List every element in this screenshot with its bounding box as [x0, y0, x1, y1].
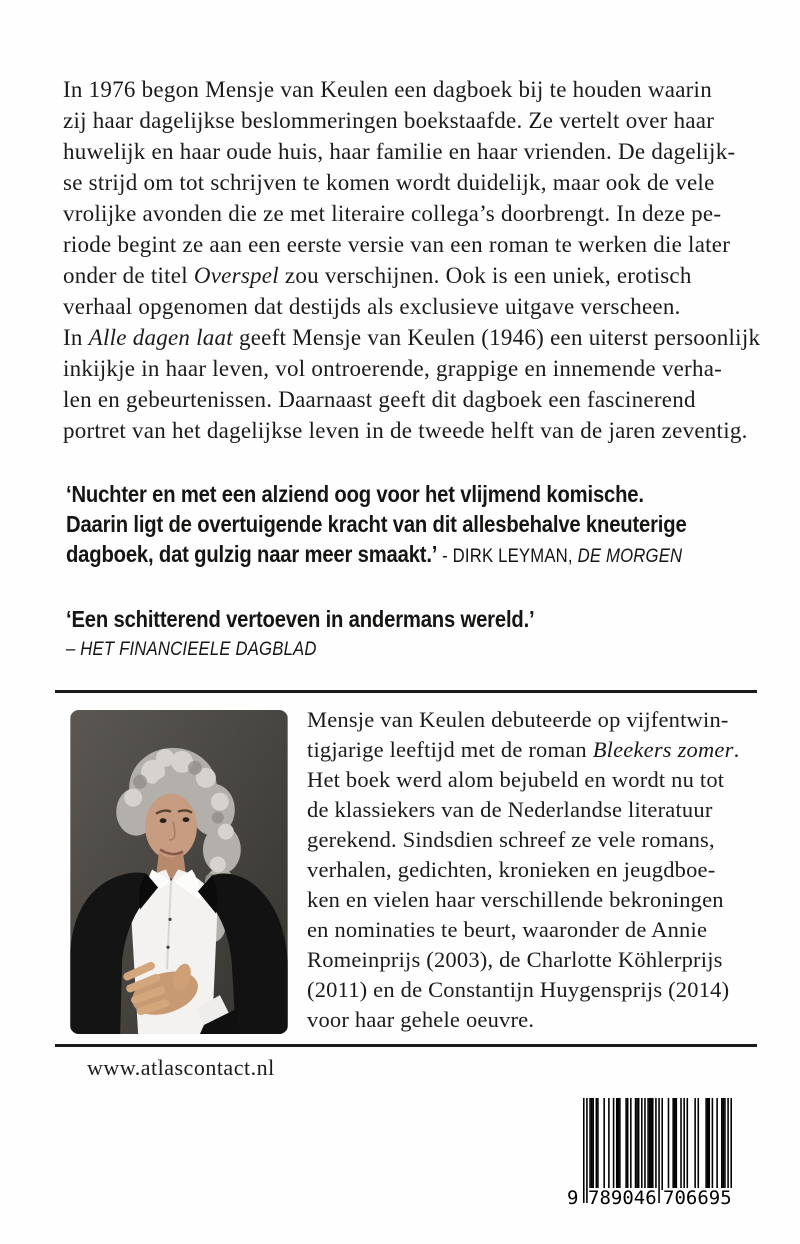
synopsis-line: huwelijk en haar oude huis, haar familie en haar vrienden. De dagelijk-	[63, 139, 736, 164]
book-title-alle-dagen-laat: Alle dagen laat	[88, 325, 233, 350]
publication-name: DE MORGEN	[577, 546, 683, 567]
synopsis-line: verhaal opgenomen dat destijds als exclusieve uitgave verscheen.	[63, 294, 681, 319]
synopsis-line: zij haar dagelijkse beslommeringen boekstaafde. Ze vertelt over haar	[63, 108, 715, 133]
quote-line	[66, 539, 687, 572]
synopsis-line: vrolijke avonden die ze met literaire collega’s doorbrengt. In deze pe-	[63, 201, 722, 226]
isbn-barcode	[567, 1098, 742, 1210]
divider-rule-bottom	[55, 1044, 757, 1047]
bio-line: Het boek werd alom bejubeld en wordt nu tot	[307, 767, 725, 792]
synopsis-text	[63, 74, 763, 446]
bio-line: en nominaties te beurt, waaronder de Annie	[307, 917, 708, 942]
quote-attribution	[437, 546, 682, 567]
synopsis-line: portret van het dagelijkse leven in de tweede helft van de jaren zeventig.	[63, 418, 748, 443]
synopsis-line: inkijkje in haar leven, vol ontroerende, grappige en innemende verha-	[63, 356, 723, 381]
bio-line: ken en vielen haar verschillende bekroningen	[307, 887, 724, 912]
reviewer-name: DIRK LEYMAN,	[452, 546, 578, 567]
synopsis-line	[63, 260, 763, 291]
text-segment: dagboek, dat gulzig naar meer smaakt.’	[66, 541, 438, 567]
bio-line: de klassiekers van de Nederlandse literatuur	[307, 797, 713, 822]
author-photo	[70, 710, 288, 1034]
synopsis-line: se strijd om tot schrijven te komen wordt duidelijk, maar ook de vele	[63, 170, 715, 195]
text-segment: onder de titel	[63, 263, 194, 288]
text-segment: .	[733, 737, 740, 762]
divider-rule-top	[55, 690, 757, 693]
isbn-digit-group2: 706695	[663, 1187, 732, 1209]
text-segment: -	[437, 546, 453, 567]
quote-line: ‘Nuchter en met een alziend oog voor het vlijmend komische.	[66, 481, 644, 507]
publisher-website-url: www.atlascontact.nl	[87, 1055, 275, 1080]
quote-line: Daarin ligt de overtuigende kracht van dit allesbehalve kneuterige	[66, 511, 687, 537]
synopsis-line: len en gebeurtenissen. Daarnaast geeft dit dagboek een fascinerend	[63, 387, 696, 412]
synopsis-line	[63, 322, 763, 353]
bio-line: verhalen, gedichten, kronieken en jeugdboe-	[307, 857, 716, 882]
bio-line: Mensje van Keulen debuteerde op vijfentwin-	[307, 707, 729, 732]
review-quote-de-morgen	[66, 479, 687, 572]
text-segment: In	[63, 325, 89, 350]
text-segment: tigjarige leeftijd met de roman	[307, 737, 593, 762]
bio-line: voor haar gehele oeuvre.	[307, 1007, 535, 1032]
isbn-digit-lead: 9	[567, 1187, 579, 1209]
isbn-digit-group1: 789046	[588, 1187, 657, 1209]
text-segment: geeft Mensje van Keulen (1946) een uiterst persoonlijk	[232, 325, 761, 350]
bio-line	[307, 735, 757, 765]
quote-line: ‘Een schitterend vertoeven in andermans wereld.’	[66, 606, 535, 632]
bio-line: (2011) en de Constantijn Huygensprijs (2014)	[307, 977, 730, 1002]
book-title-bleekers-zomer: Bleekers zomer	[592, 737, 734, 762]
synopsis-line: In 1976 begon Mensje van Keulen een dagboek bij te houden waarin	[63, 77, 712, 102]
author-bio-text	[307, 705, 757, 1035]
bio-line: gerekend. Sindsdien schreef ze vele romans,	[307, 827, 715, 852]
bio-line: Romeinprijs (2003), de Charlotte Köhlerprijs	[307, 947, 723, 972]
book-title-overspel: Overspel	[193, 263, 279, 288]
review-quote-financieele-dagblad	[66, 604, 534, 663]
quote-attribution: – HET FINANCIEELE DAGBLAD	[66, 639, 317, 660]
text-segment: zou verschijnen. Ook is een uniek, erotisch	[278, 263, 692, 288]
synopsis-line: riode begint ze aan een eerste versie van een roman te werken die later	[63, 232, 731, 257]
